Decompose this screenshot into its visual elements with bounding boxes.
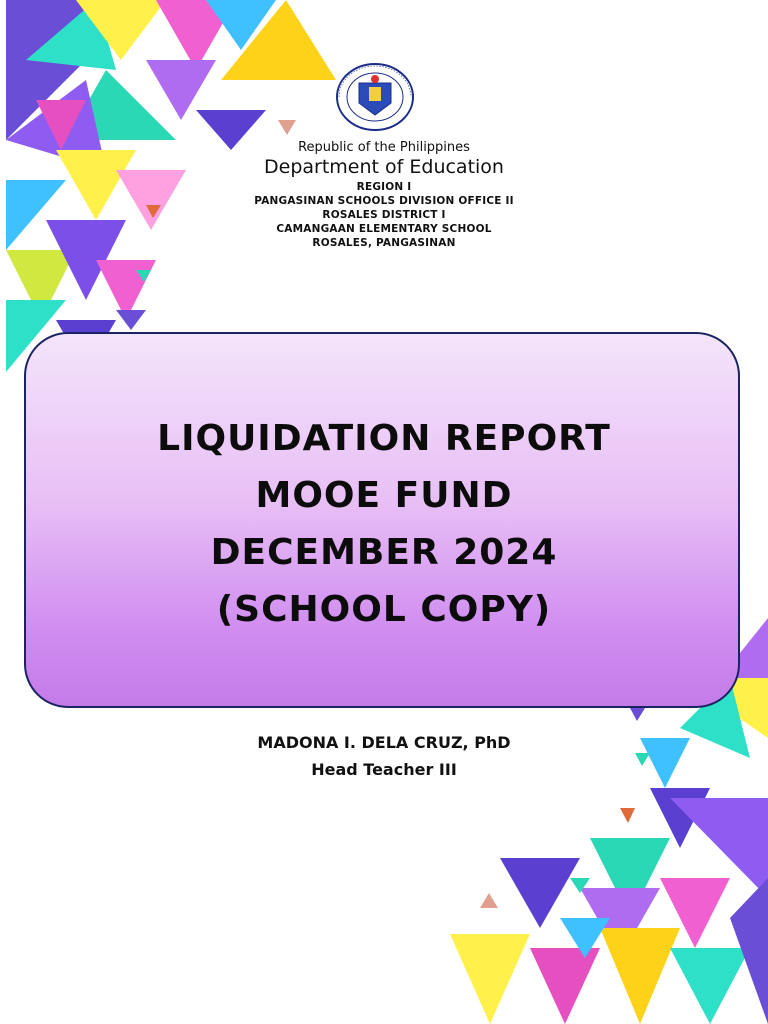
district-text: ROSALES DISTRICT I	[322, 209, 446, 221]
school-name-text: CAMANGAAN ELEMENTARY SCHOOL	[276, 223, 492, 235]
department-title: Department of Education	[264, 156, 504, 178]
title-line-report: LIQUIDATION REPORT	[157, 418, 611, 459]
title-box	[24, 332, 740, 708]
title-line-fund: MOOE FUND	[255, 475, 513, 516]
republic-text: Republic of the Philippines	[298, 140, 470, 155]
deped-seal-icon	[335, 63, 415, 131]
title-line-period: DECEMBER 2024	[210, 532, 558, 573]
signatory-position: Head Teacher III	[311, 760, 457, 779]
signatory-name: MADONA I. DELA CRUZ, PhD	[257, 733, 511, 752]
division-text: PANGASINAN SCHOOLS DIVISION OFFICE II	[254, 195, 514, 207]
title-line-copy: (SCHOOL COPY)	[216, 589, 552, 630]
region-text: REGION I	[356, 181, 412, 193]
school-address-text: ROSALES, PANGASINAN	[312, 237, 456, 249]
